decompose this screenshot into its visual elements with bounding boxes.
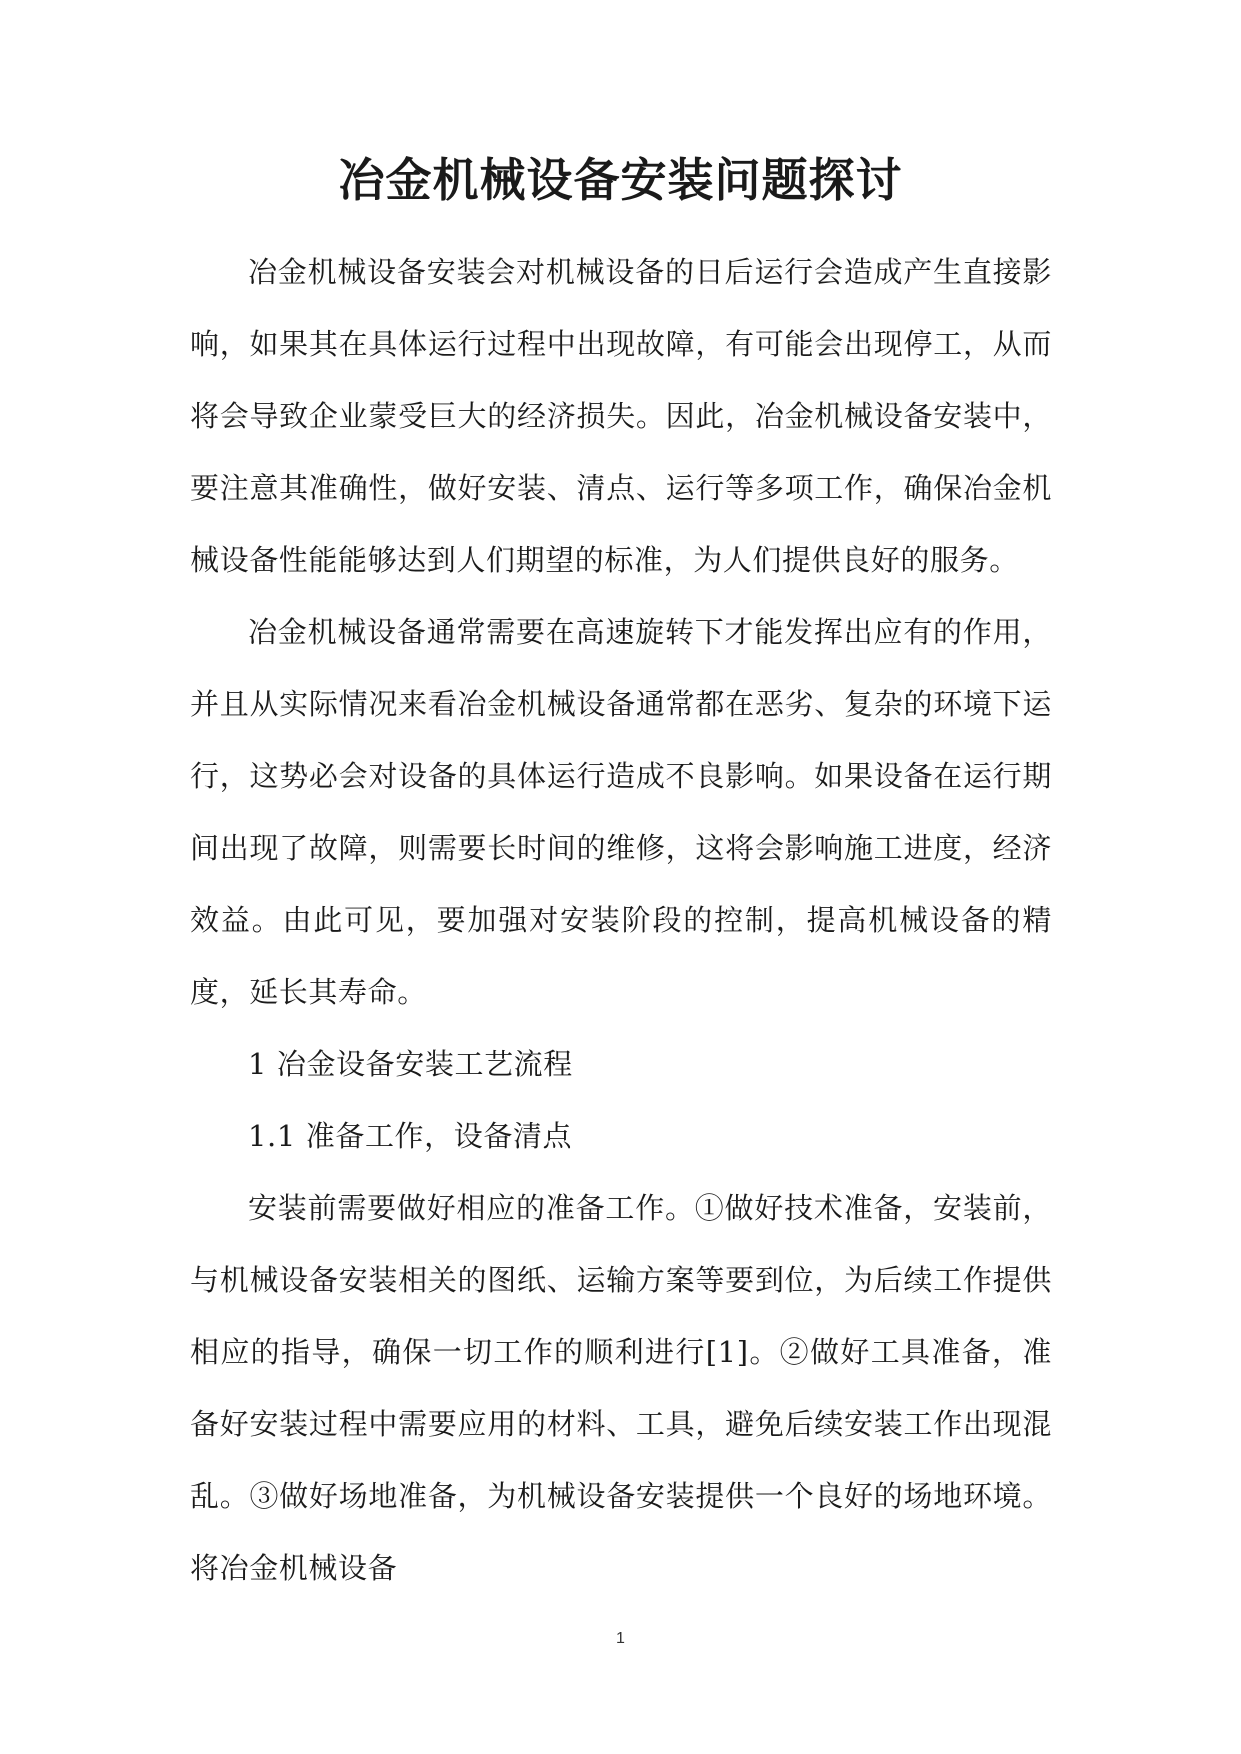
body-paragraph-preparation: 安装前需要做好相应的准备工作。①做好技术准备，安装前，与机械设备安装相关的图纸、运输方案等要到位，为后续工作提供相应的指导，确保一切工作的顺利进行[1]。②做好工具准备，准备好安装过程中需要应用的材料、工具，避免后续安装工作出现混乱。③做好场地准备，为机械设备安装提供一个良好的场地环境。将冶金机械设备 xyxy=(190,1191,1052,1585)
subsection-heading: 1.1 准备工作，设备清点 xyxy=(248,1119,573,1153)
body-paragraph-background: 冶金机械设备通常需要在高速旋转下才能发挥出应有的作用，并且从实际情况来看冶金机械设备通常都在恶劣、复杂的环境下运行，这势必会对设备的具体运行造成不良影响。如果设备在运行期间出现了故障，则需要长时间的维修，这将会影响施工进度，经济效益。由此可见，要加强对安装阶段的控制，提高机械设备的精度，延长其寿命。 xyxy=(190,615,1052,1009)
document-title: 冶金机械设备安装问题探讨 xyxy=(338,153,903,207)
page-number: 1 xyxy=(616,1630,625,1647)
body-paragraph-intro: 冶金机械设备安装会对机械设备的日后运行会造成产生直接影响，如果其在具体运行过程中出现故障，有可能会出现停工，从而将会导致企业蒙受巨大的经济损失。因此，冶金机械设备安装中，要注意其准确性，做好安装、清点、运行等多项工作，确保冶金机械设备性能能够达到人们期望的标准，为人们提供良好的服务。 xyxy=(190,255,1052,577)
section-heading: 1 冶金设备安装工艺流程 xyxy=(248,1047,573,1081)
